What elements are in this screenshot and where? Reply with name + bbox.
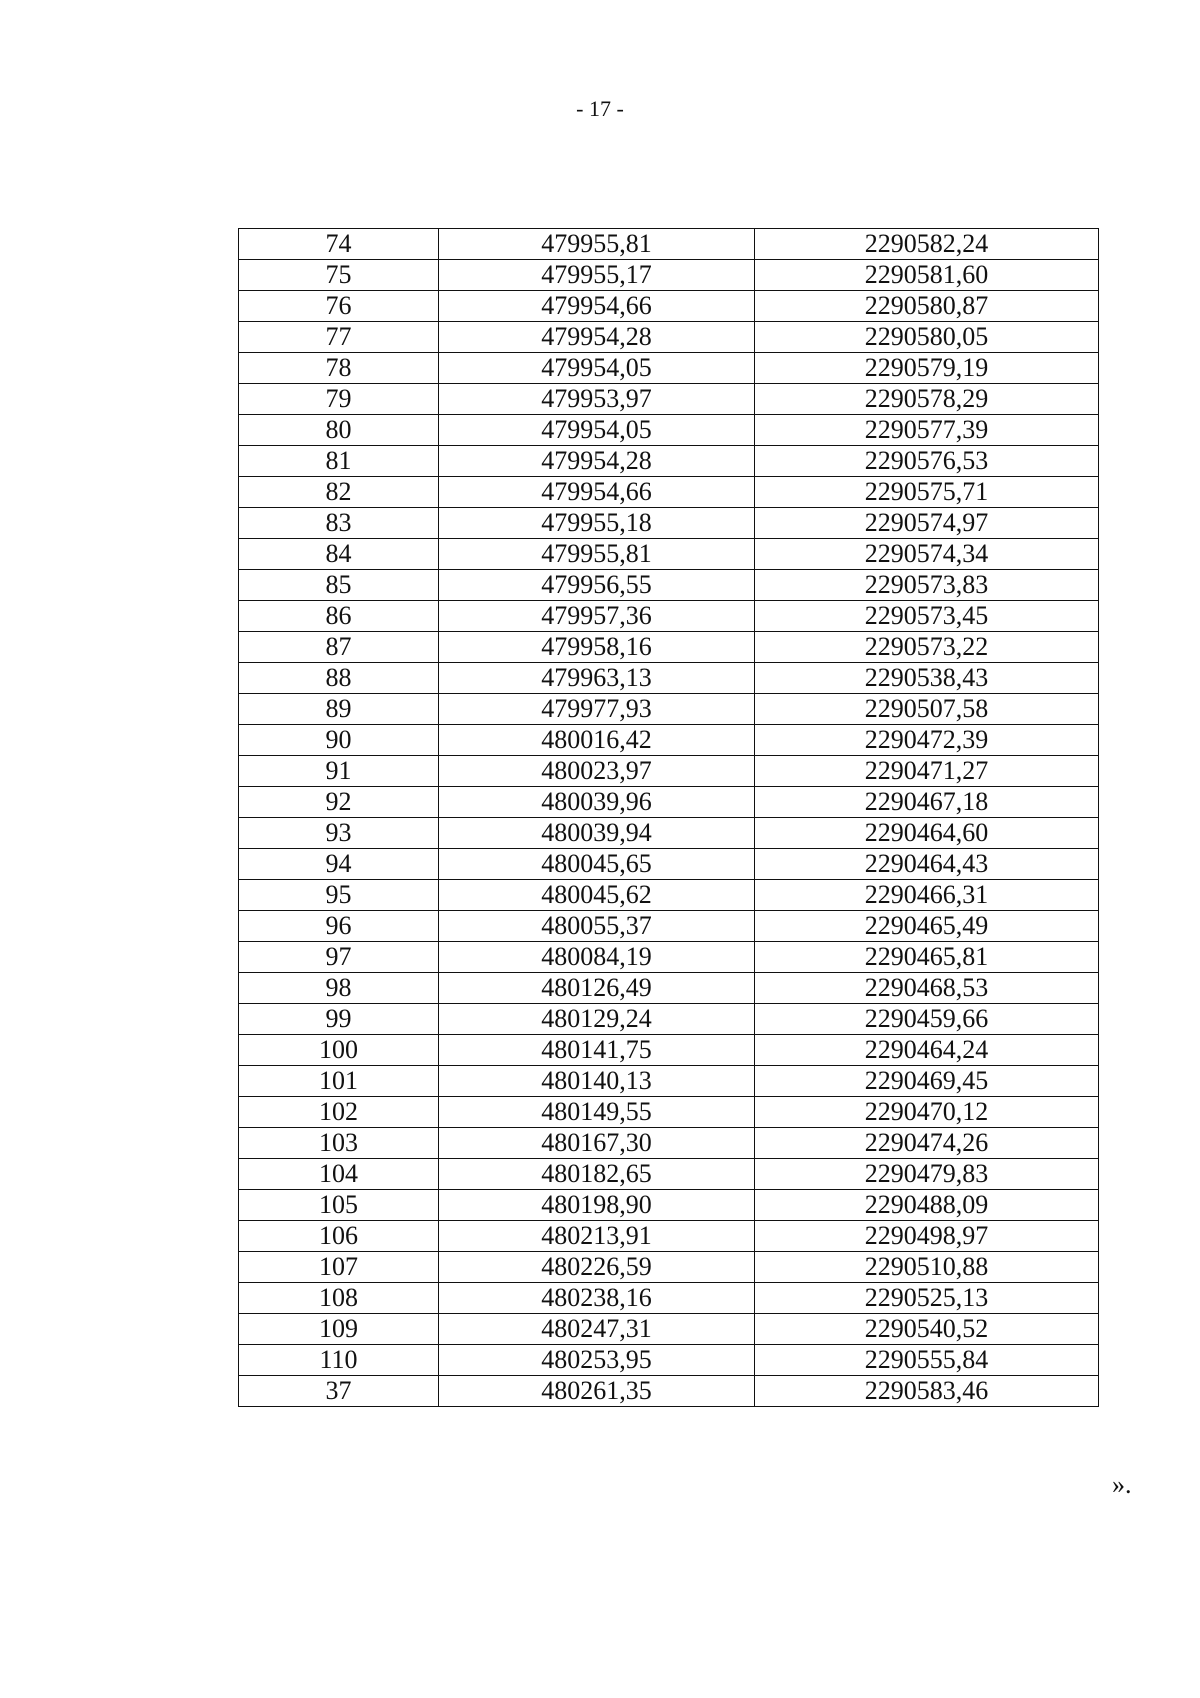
y-coordinate-cell: 2290582,24 [755, 229, 1099, 260]
point-number-cell: 86 [239, 601, 439, 632]
table-row [239, 725, 1099, 756]
x-coordinate-cell: 480023,97 [439, 756, 755, 787]
x-coordinate-cell: 480126,49 [439, 973, 755, 1004]
y-coordinate-cell: 2290573,45 [755, 601, 1099, 632]
y-coordinate-cell: 2290507,58 [755, 694, 1099, 725]
y-coordinate-cell: 2290467,18 [755, 787, 1099, 818]
table-row [239, 384, 1099, 415]
x-coordinate-cell: 479955,81 [439, 539, 755, 570]
y-coordinate-cell: 2290472,39 [755, 725, 1099, 756]
y-coordinate-cell: 2290573,22 [755, 632, 1099, 663]
x-coordinate-cell: 479953,97 [439, 384, 755, 415]
y-coordinate-cell: 2290583,46 [755, 1376, 1099, 1407]
x-coordinate-cell: 479957,36 [439, 601, 755, 632]
table-row [239, 1097, 1099, 1128]
x-coordinate-cell: 479954,66 [439, 291, 755, 322]
y-coordinate-cell: 2290474,26 [755, 1128, 1099, 1159]
point-number-cell: 75 [239, 260, 439, 291]
y-coordinate-cell: 2290464,43 [755, 849, 1099, 880]
x-coordinate-cell: 479963,13 [439, 663, 755, 694]
x-coordinate-cell: 480167,30 [439, 1128, 755, 1159]
x-coordinate-cell: 479954,66 [439, 477, 755, 508]
point-number-cell: 95 [239, 880, 439, 911]
point-number-cell: 81 [239, 446, 439, 477]
point-number-cell: 80 [239, 415, 439, 446]
x-coordinate-cell: 480039,94 [439, 818, 755, 849]
table-row [239, 446, 1099, 477]
y-coordinate-cell: 2290579,19 [755, 353, 1099, 384]
x-coordinate-cell: 480253,95 [439, 1345, 755, 1376]
x-coordinate-cell: 480045,65 [439, 849, 755, 880]
x-coordinate-cell: 480198,90 [439, 1190, 755, 1221]
x-coordinate-cell: 480016,42 [439, 725, 755, 756]
point-number-cell: 76 [239, 291, 439, 322]
table-row [239, 1159, 1099, 1190]
point-number-cell: 92 [239, 787, 439, 818]
y-coordinate-cell: 2290479,83 [755, 1159, 1099, 1190]
point-number-cell: 87 [239, 632, 439, 663]
point-number-cell: 107 [239, 1252, 439, 1283]
point-number-cell: 91 [239, 756, 439, 787]
point-number-cell: 97 [239, 942, 439, 973]
table-row [239, 1314, 1099, 1345]
x-coordinate-cell: 480247,31 [439, 1314, 755, 1345]
point-number-cell: 78 [239, 353, 439, 384]
y-coordinate-cell: 2290498,97 [755, 1221, 1099, 1252]
y-coordinate-cell: 2290574,97 [755, 508, 1099, 539]
x-coordinate-cell: 479954,28 [439, 322, 755, 353]
y-coordinate-cell: 2290470,12 [755, 1097, 1099, 1128]
y-coordinate-cell: 2290540,52 [755, 1314, 1099, 1345]
closing-quote-mark: ». [1112, 1470, 1132, 1499]
table-row [239, 911, 1099, 942]
y-coordinate-cell: 2290555,84 [755, 1345, 1099, 1376]
table-row [239, 229, 1099, 260]
table-row [239, 539, 1099, 570]
table-row [239, 353, 1099, 384]
x-coordinate-cell: 479954,05 [439, 415, 755, 446]
y-coordinate-cell: 2290488,09 [755, 1190, 1099, 1221]
table-row [239, 787, 1099, 818]
y-coordinate-cell: 2290468,53 [755, 973, 1099, 1004]
page-number: - 17 - [576, 96, 624, 121]
table-row [239, 880, 1099, 911]
x-coordinate-cell: 480213,91 [439, 1221, 755, 1252]
coordinates-table-body [239, 229, 1099, 1407]
y-coordinate-cell: 2290469,45 [755, 1066, 1099, 1097]
y-coordinate-cell: 2290576,53 [755, 446, 1099, 477]
point-number-cell: 110 [239, 1345, 439, 1376]
table-row [239, 1345, 1099, 1376]
table-row [239, 1221, 1099, 1252]
table-row [239, 1283, 1099, 1314]
point-number-cell: 94 [239, 849, 439, 880]
point-number-cell: 90 [239, 725, 439, 756]
y-coordinate-cell: 2290581,60 [755, 260, 1099, 291]
y-coordinate-cell: 2290465,81 [755, 942, 1099, 973]
y-coordinate-cell: 2290577,39 [755, 415, 1099, 446]
table-row [239, 1066, 1099, 1097]
y-coordinate-cell: 2290471,27 [755, 756, 1099, 787]
table-row [239, 1190, 1099, 1221]
table-row [239, 942, 1099, 973]
table-row [239, 663, 1099, 694]
x-coordinate-cell: 479977,93 [439, 694, 755, 725]
y-coordinate-cell: 2290574,34 [755, 539, 1099, 570]
table-row [239, 322, 1099, 353]
y-coordinate-cell: 2290573,83 [755, 570, 1099, 601]
table-row [239, 477, 1099, 508]
table-row [239, 1128, 1099, 1159]
y-coordinate-cell: 2290538,43 [755, 663, 1099, 694]
table-row [239, 508, 1099, 539]
x-coordinate-cell: 480045,62 [439, 880, 755, 911]
point-number-cell: 108 [239, 1283, 439, 1314]
x-coordinate-cell: 479955,81 [439, 229, 755, 260]
x-coordinate-cell: 480084,19 [439, 942, 755, 973]
point-number-cell: 83 [239, 508, 439, 539]
point-number-cell: 100 [239, 1035, 439, 1066]
table-row [239, 601, 1099, 632]
y-coordinate-cell: 2290464,60 [755, 818, 1099, 849]
point-number-cell: 109 [239, 1314, 439, 1345]
x-coordinate-cell: 479954,05 [439, 353, 755, 384]
x-coordinate-cell: 480149,55 [439, 1097, 755, 1128]
point-number-cell: 88 [239, 663, 439, 694]
point-number-cell: 89 [239, 694, 439, 725]
y-coordinate-cell: 2290578,29 [755, 384, 1099, 415]
x-coordinate-cell: 480140,13 [439, 1066, 755, 1097]
y-coordinate-cell: 2290575,71 [755, 477, 1099, 508]
x-coordinate-cell: 480238,16 [439, 1283, 755, 1314]
x-coordinate-cell: 479958,16 [439, 632, 755, 663]
y-coordinate-cell: 2290459,66 [755, 1004, 1099, 1035]
x-coordinate-cell: 480055,37 [439, 911, 755, 942]
point-number-cell: 99 [239, 1004, 439, 1035]
x-coordinate-cell: 480261,35 [439, 1376, 755, 1407]
table-row [239, 973, 1099, 1004]
point-number-cell: 85 [239, 570, 439, 601]
table-row [239, 260, 1099, 291]
point-number-cell: 98 [239, 973, 439, 1004]
y-coordinate-cell: 2290464,24 [755, 1035, 1099, 1066]
point-number-cell: 104 [239, 1159, 439, 1190]
table-row [239, 849, 1099, 880]
x-coordinate-cell: 480182,65 [439, 1159, 755, 1190]
table-row [239, 694, 1099, 725]
table-row [239, 1004, 1099, 1035]
table-row [239, 570, 1099, 601]
x-coordinate-cell: 479955,17 [439, 260, 755, 291]
x-coordinate-cell: 480226,59 [439, 1252, 755, 1283]
x-coordinate-cell: 480039,96 [439, 787, 755, 818]
point-number-cell: 79 [239, 384, 439, 415]
point-number-cell: 102 [239, 1097, 439, 1128]
table-row [239, 818, 1099, 849]
table-row [239, 415, 1099, 446]
x-coordinate-cell: 479954,28 [439, 446, 755, 477]
y-coordinate-cell: 2290525,13 [755, 1283, 1099, 1314]
point-number-cell: 77 [239, 322, 439, 353]
y-coordinate-cell: 2290510,88 [755, 1252, 1099, 1283]
y-coordinate-cell: 2290580,05 [755, 322, 1099, 353]
table-row [239, 1376, 1099, 1407]
point-number-cell: 93 [239, 818, 439, 849]
x-coordinate-cell: 479956,55 [439, 570, 755, 601]
point-number-cell: 101 [239, 1066, 439, 1097]
table-row [239, 1252, 1099, 1283]
point-number-cell: 82 [239, 477, 439, 508]
x-coordinate-cell: 480141,75 [439, 1035, 755, 1066]
table-row [239, 756, 1099, 787]
point-number-cell: 106 [239, 1221, 439, 1252]
table-row [239, 291, 1099, 322]
table-row [239, 1035, 1099, 1066]
point-number-cell: 37 [239, 1376, 439, 1407]
point-number-cell: 84 [239, 539, 439, 570]
point-number-cell: 74 [239, 229, 439, 260]
table-row [239, 632, 1099, 663]
x-coordinate-cell: 479955,18 [439, 508, 755, 539]
y-coordinate-cell: 2290580,87 [755, 291, 1099, 322]
y-coordinate-cell: 2290465,49 [755, 911, 1099, 942]
coordinates-table [238, 228, 1099, 1407]
y-coordinate-cell: 2290466,31 [755, 880, 1099, 911]
point-number-cell: 96 [239, 911, 439, 942]
point-number-cell: 105 [239, 1190, 439, 1221]
point-number-cell: 103 [239, 1128, 439, 1159]
x-coordinate-cell: 480129,24 [439, 1004, 755, 1035]
